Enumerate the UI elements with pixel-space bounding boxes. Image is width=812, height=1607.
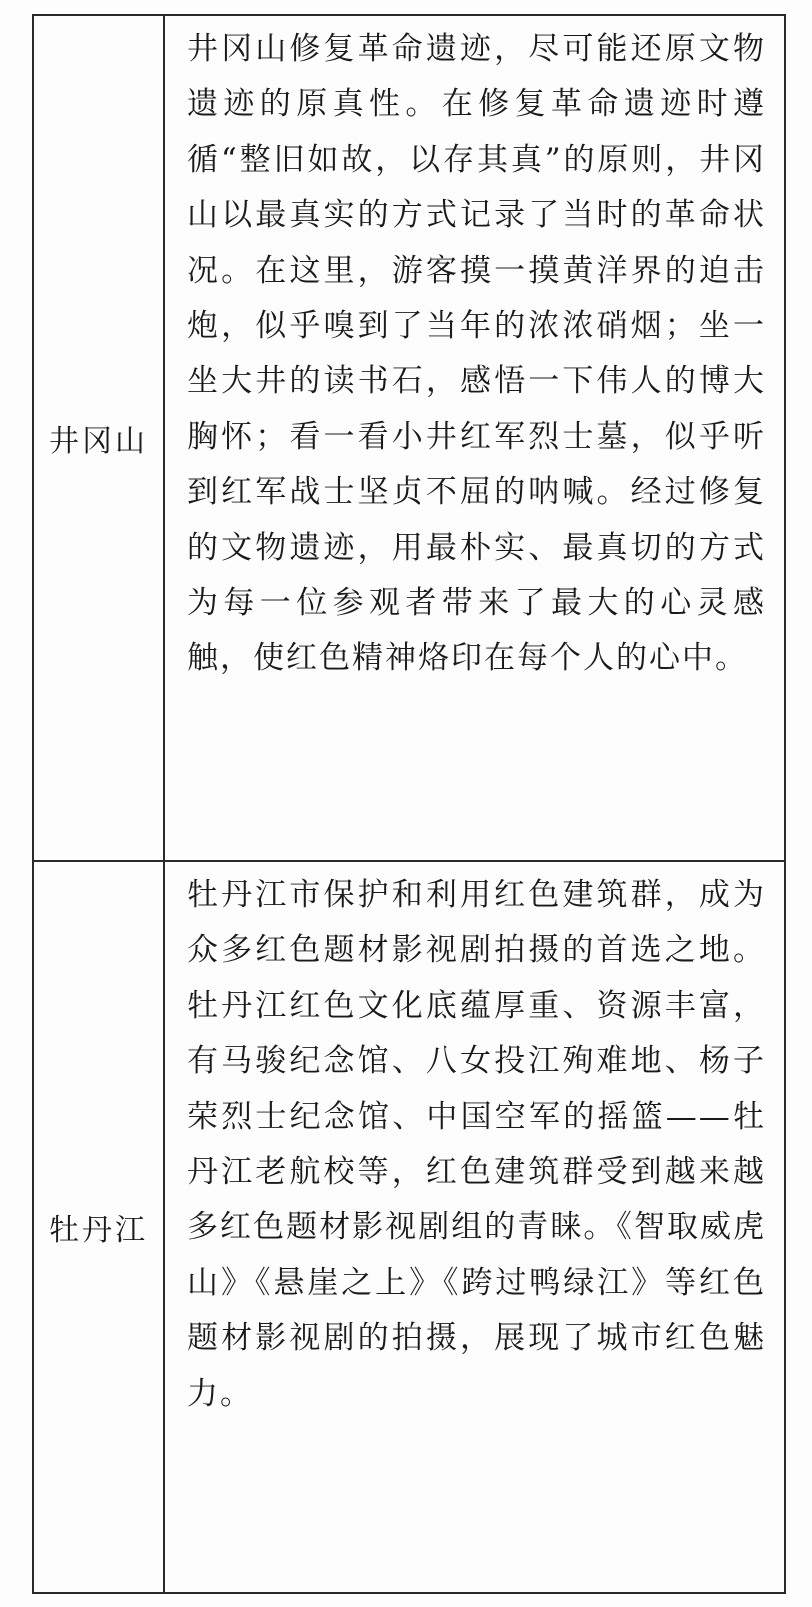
row-name: 井冈山 [49,424,148,459]
row-name-cell [33,861,164,1593]
row-name: 牡丹江 [49,1213,148,1248]
row-description-cell [164,15,785,861]
row-description: 牡丹江市保护和利用红色建筑群，成为众多红色题材影视剧拍摄的首选之地。牡丹江红色文化底蕴厚重、资源丰富，有马骏纪念馆、八女投江殉难地、杨子荣烈士纪念馆、中国空军的摇篮——牡丹江老航校等，红色建筑群受到越来越多红色题材影视剧组的青睐。《智取威虎山》《悬崖之上》《跨过鸭绿江》等红色题材影视剧的拍摄，展现了城市红色魅力。 [187,877,766,1412]
table-row [33,15,785,861]
info-table [32,14,786,1594]
row-name-cell [33,15,164,861]
row-description: 井冈山修复革命遗迹，尽可能还原文物遗迹的原真性。在修复革命遗迹时遵循“整旧如故，以存其真”的原则，井冈山以最真实的方式记录了当时的革命状况。在这里，游客摸一摸黄洋界的迫击炮，似乎嗅到了当年的浓浓硝烟；坐一坐大井的读书石，感悟一下伟人的博大胸怀；看一看小井红军烈士墓，似乎听到红军战士坚贞不屈的呐喊。经过修复的文物遗迹，用最朴实、最真切的方式为每一位参观者带来了最大的心灵感触，使红色精神烙印在每个人的心中。 [187,31,766,677]
table-row [33,861,785,1593]
row-description-cell [164,861,785,1593]
